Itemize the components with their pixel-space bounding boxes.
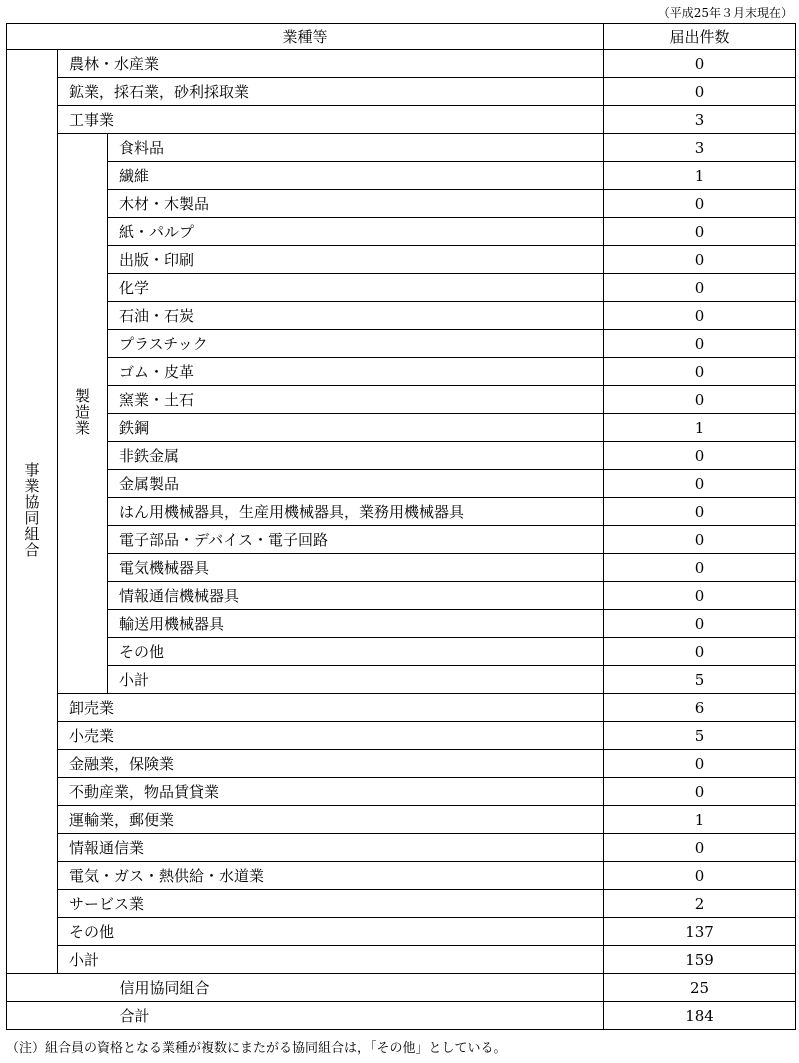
count-value: 0 xyxy=(604,862,796,890)
footnote: （注）組合員の資格となる業種が複数にまたがる協同組合は，「その他」としている。 xyxy=(6,1041,507,1056)
table-row xyxy=(7,694,796,722)
table-row xyxy=(7,638,796,666)
category-label: 輸送用機械器具 xyxy=(108,610,604,638)
as-of-date: （平成25年３月末現在） xyxy=(657,6,793,20)
category-label: はん用機械器具，生産用機械器具，業務用機械器具 xyxy=(108,498,604,526)
count-value: 0 xyxy=(604,638,796,666)
count-value: 0 xyxy=(604,274,796,302)
count-value: 0 xyxy=(604,190,796,218)
table-row xyxy=(7,806,796,834)
count-value: 159 xyxy=(604,946,796,974)
count-value: 3 xyxy=(604,106,796,134)
count-value: 1 xyxy=(604,806,796,834)
count-value: 1 xyxy=(604,414,796,442)
count-value: 0 xyxy=(604,246,796,274)
category-label: 電子部品・デバイス・電子回路 xyxy=(108,526,604,554)
category-label: 小計 xyxy=(108,666,604,694)
category-label: 金融業，保険業 xyxy=(58,750,604,778)
count-value: 0 xyxy=(604,470,796,498)
table-row xyxy=(7,750,796,778)
table-row xyxy=(7,190,796,218)
category-label: 鉱業，採石業，砂利採取業 xyxy=(58,78,604,106)
count-value: 5 xyxy=(604,666,796,694)
category-label: 工事業 xyxy=(58,106,604,134)
count-value: 0 xyxy=(604,750,796,778)
count-value: 6 xyxy=(604,694,796,722)
category-label: 出版・印刷 xyxy=(108,246,604,274)
category-label: 情報通信機械器具 xyxy=(108,582,604,610)
category-label: 小計 xyxy=(58,946,604,974)
table-row xyxy=(7,554,796,582)
category-label: ゴム・皮革 xyxy=(108,358,604,386)
table-row xyxy=(7,246,796,274)
table-row xyxy=(7,498,796,526)
category-label: サービス業 xyxy=(58,890,604,918)
count-value: 137 xyxy=(604,918,796,946)
table-body xyxy=(7,24,796,1030)
category-label: 合計 xyxy=(58,1002,604,1030)
count-value: 25 xyxy=(604,974,796,1002)
table-row xyxy=(7,946,796,974)
table-row xyxy=(7,414,796,442)
count-value: 5 xyxy=(604,722,796,750)
table-row xyxy=(7,442,796,470)
count-value: 0 xyxy=(604,582,796,610)
header-count: 届出件数 xyxy=(604,24,796,50)
category-label: 紙・パルプ xyxy=(108,218,604,246)
table-row xyxy=(7,386,796,414)
table-row xyxy=(7,162,796,190)
blank-cell xyxy=(7,1002,58,1030)
category-label: 不動産業，物品賃貸業 xyxy=(58,778,604,806)
count-value: 0 xyxy=(604,330,796,358)
table-row xyxy=(7,526,796,554)
table-row xyxy=(7,50,796,78)
category-label: 農林・水産業 xyxy=(58,50,604,78)
count-value: 0 xyxy=(604,834,796,862)
category-label: 化学 xyxy=(108,274,604,302)
category-label: 食料品 xyxy=(108,134,604,162)
count-value: 0 xyxy=(604,498,796,526)
category-label: 非鉄金属 xyxy=(108,442,604,470)
table-row xyxy=(7,470,796,498)
count-value: 184 xyxy=(604,1002,796,1030)
category-label: 信用協同組合 xyxy=(58,974,604,1002)
table-row xyxy=(7,330,796,358)
table-row xyxy=(7,610,796,638)
table-row xyxy=(7,582,796,610)
count-value: 0 xyxy=(604,302,796,330)
category-label: 電気・ガス・熱供給・水道業 xyxy=(58,862,604,890)
group-business-cell-text: 事業協同組合 xyxy=(22,461,41,558)
cooperative-notification-table xyxy=(6,23,796,1030)
table-row xyxy=(7,134,796,162)
count-value: 0 xyxy=(604,78,796,106)
category-label: その他 xyxy=(108,638,604,666)
group-business-cell xyxy=(7,50,58,974)
category-label: 小売業 xyxy=(58,722,604,750)
category-label: 木材・木製品 xyxy=(108,190,604,218)
table-row xyxy=(7,302,796,330)
category-label: 石油・石炭 xyxy=(108,302,604,330)
table-row xyxy=(7,358,796,386)
table-row xyxy=(7,778,796,806)
table-row xyxy=(7,834,796,862)
table-row xyxy=(7,106,796,134)
group-manufacturing-cell xyxy=(58,134,108,694)
table-row xyxy=(7,890,796,918)
table-row xyxy=(7,722,796,750)
count-value: 0 xyxy=(604,218,796,246)
table-row xyxy=(7,78,796,106)
count-value: 0 xyxy=(604,778,796,806)
category-label: 運輸業，郵便業 xyxy=(58,806,604,834)
count-value: 0 xyxy=(604,554,796,582)
count-value: 0 xyxy=(604,526,796,554)
table-row xyxy=(7,218,796,246)
category-label: 電気機械器具 xyxy=(108,554,604,582)
category-label: プラスチック xyxy=(108,330,604,358)
group-manufacturing-cell-text: 製造業 xyxy=(73,387,91,436)
category-label: 金属製品 xyxy=(108,470,604,498)
category-label: 卸売業 xyxy=(58,694,604,722)
category-label: 窯業・土石 xyxy=(108,386,604,414)
table-row xyxy=(7,862,796,890)
count-value: 0 xyxy=(604,358,796,386)
table-row xyxy=(7,666,796,694)
count-value: 3 xyxy=(604,134,796,162)
category-label: 情報通信業 xyxy=(58,834,604,862)
blank-cell xyxy=(7,974,58,1002)
total-row xyxy=(7,1002,796,1030)
table-row xyxy=(7,274,796,302)
count-value: 0 xyxy=(604,386,796,414)
header-row xyxy=(7,24,796,50)
count-value: 0 xyxy=(604,50,796,78)
count-value: 0 xyxy=(604,442,796,470)
count-value: 1 xyxy=(604,162,796,190)
category-label: その他 xyxy=(58,918,604,946)
count-value: 2 xyxy=(604,890,796,918)
header-category: 業種等 xyxy=(7,24,604,50)
category-label: 鉄鋼 xyxy=(108,414,604,442)
credit-row xyxy=(7,974,796,1002)
table-row xyxy=(7,918,796,946)
category-label: 繊維 xyxy=(108,162,604,190)
count-value: 0 xyxy=(604,610,796,638)
